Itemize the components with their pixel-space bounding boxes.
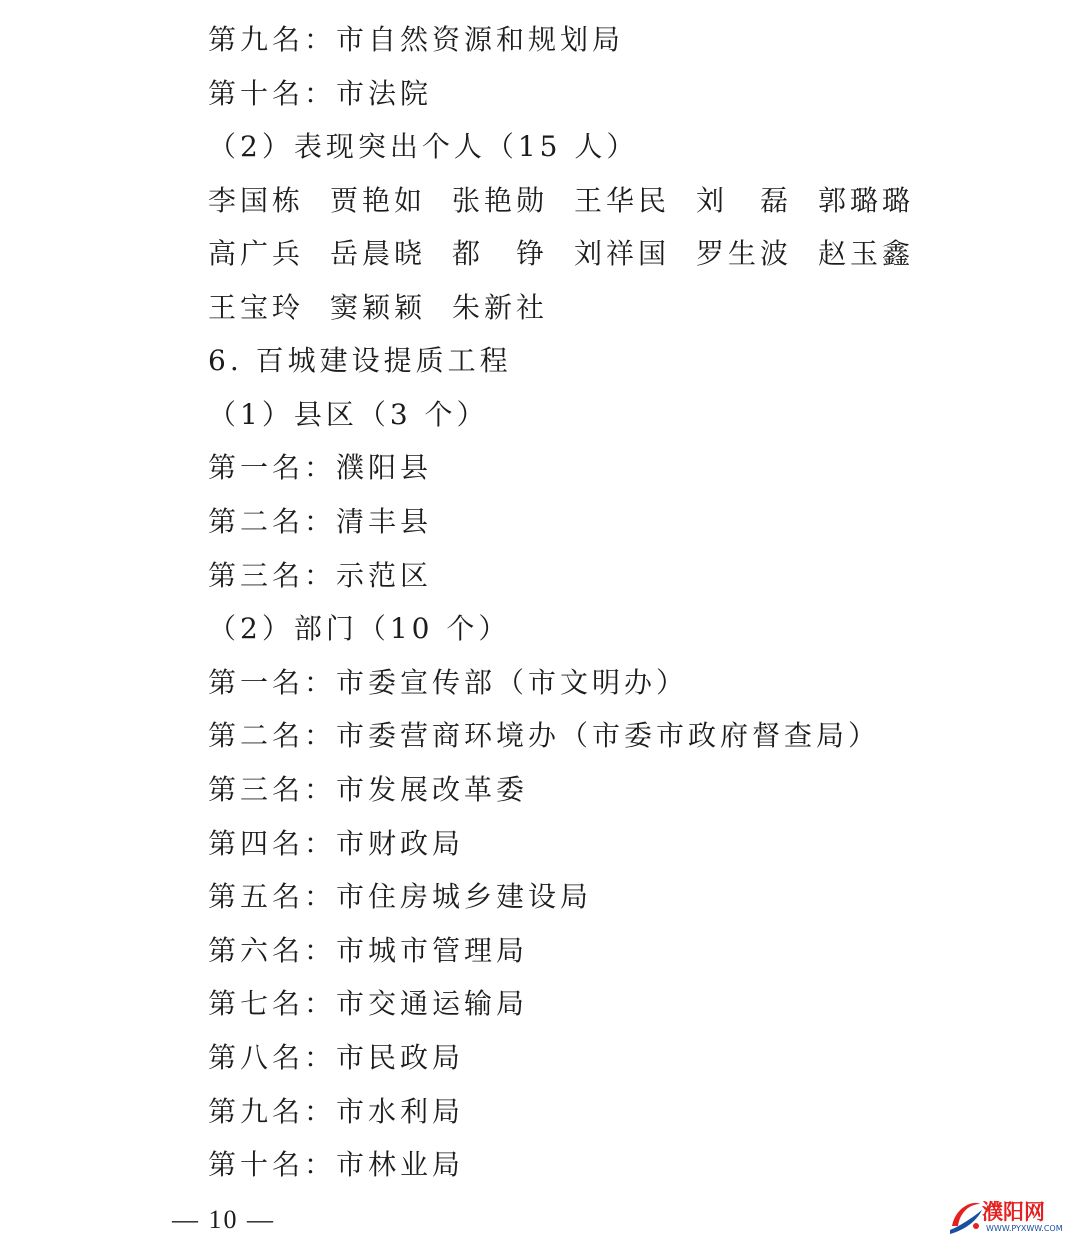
ranking-line: 第五名：市住房城乡建设局 bbox=[208, 880, 593, 913]
person-name: 贾艳如 bbox=[330, 184, 427, 217]
subsection-heading: （2）部门（10 个） bbox=[208, 612, 511, 645]
site-watermark bbox=[946, 1196, 1072, 1240]
individuals-row bbox=[208, 288, 574, 328]
ranking-line: 第一名：濮阳县 bbox=[208, 451, 433, 484]
ranking-line: 第一名：市委宣传部（市文明办） bbox=[208, 666, 689, 699]
person-name: 李国栋 bbox=[208, 184, 305, 217]
ranking-line: 第三名：示范区 bbox=[208, 559, 433, 592]
ranking-line: 第三名：市发展改革委 bbox=[208, 773, 529, 806]
person-name: 王宝玲 bbox=[208, 291, 305, 324]
ranking-line: 第六名：市城市管理局 bbox=[208, 934, 529, 967]
ranking-line: 第二名：清丰县 bbox=[208, 505, 433, 538]
person-name: 赵玉鑫 bbox=[818, 237, 915, 270]
page-number: — 10 — bbox=[172, 1205, 275, 1234]
ranking-line: 第十名：市法院 bbox=[208, 77, 433, 110]
person-name: 朱新社 bbox=[452, 291, 549, 324]
ranking-line: 第九名：市自然资源和规划局 bbox=[208, 23, 625, 56]
individuals-row bbox=[208, 234, 940, 274]
ranking-line: 第九名：市水利局 bbox=[208, 1095, 465, 1128]
person-name: 刘 磊 bbox=[696, 184, 793, 217]
logo-swoosh-icon bbox=[946, 1196, 986, 1240]
subsection-heading: （1）县区（3 个） bbox=[208, 398, 489, 431]
person-name: 王华民 bbox=[574, 184, 671, 217]
person-name: 刘祥国 bbox=[574, 237, 671, 270]
ranking-line: 第七名：市交通运输局 bbox=[208, 987, 529, 1020]
ranking-line: 第二名：市委营商环境办（市委市政府督查局） bbox=[208, 719, 881, 752]
watermark-url: WWW.PYXWW.COM bbox=[986, 1224, 1063, 1233]
person-name: 窦颖颖 bbox=[330, 291, 427, 324]
person-name: 张艳勋 bbox=[452, 184, 549, 217]
ranking-line: 第十名：市林业局 bbox=[208, 1148, 465, 1181]
ranking-line: 第四名：市财政局 bbox=[208, 827, 465, 860]
person-name: 都 铮 bbox=[452, 237, 549, 270]
individuals-row bbox=[208, 181, 940, 221]
watermark-text: 濮阳网 bbox=[982, 1200, 1045, 1224]
ranking-line: 第八名：市民政局 bbox=[208, 1041, 465, 1074]
person-name: 岳晨晓 bbox=[330, 237, 427, 270]
person-name: 罗生波 bbox=[696, 237, 793, 270]
person-name: 高广兵 bbox=[208, 237, 305, 270]
subsection-heading: （2）表现突出个人（15 人） bbox=[208, 130, 639, 163]
section-heading: 6. 百城建设提质工程 bbox=[208, 344, 512, 377]
person-name: 郭璐璐 bbox=[818, 184, 915, 217]
